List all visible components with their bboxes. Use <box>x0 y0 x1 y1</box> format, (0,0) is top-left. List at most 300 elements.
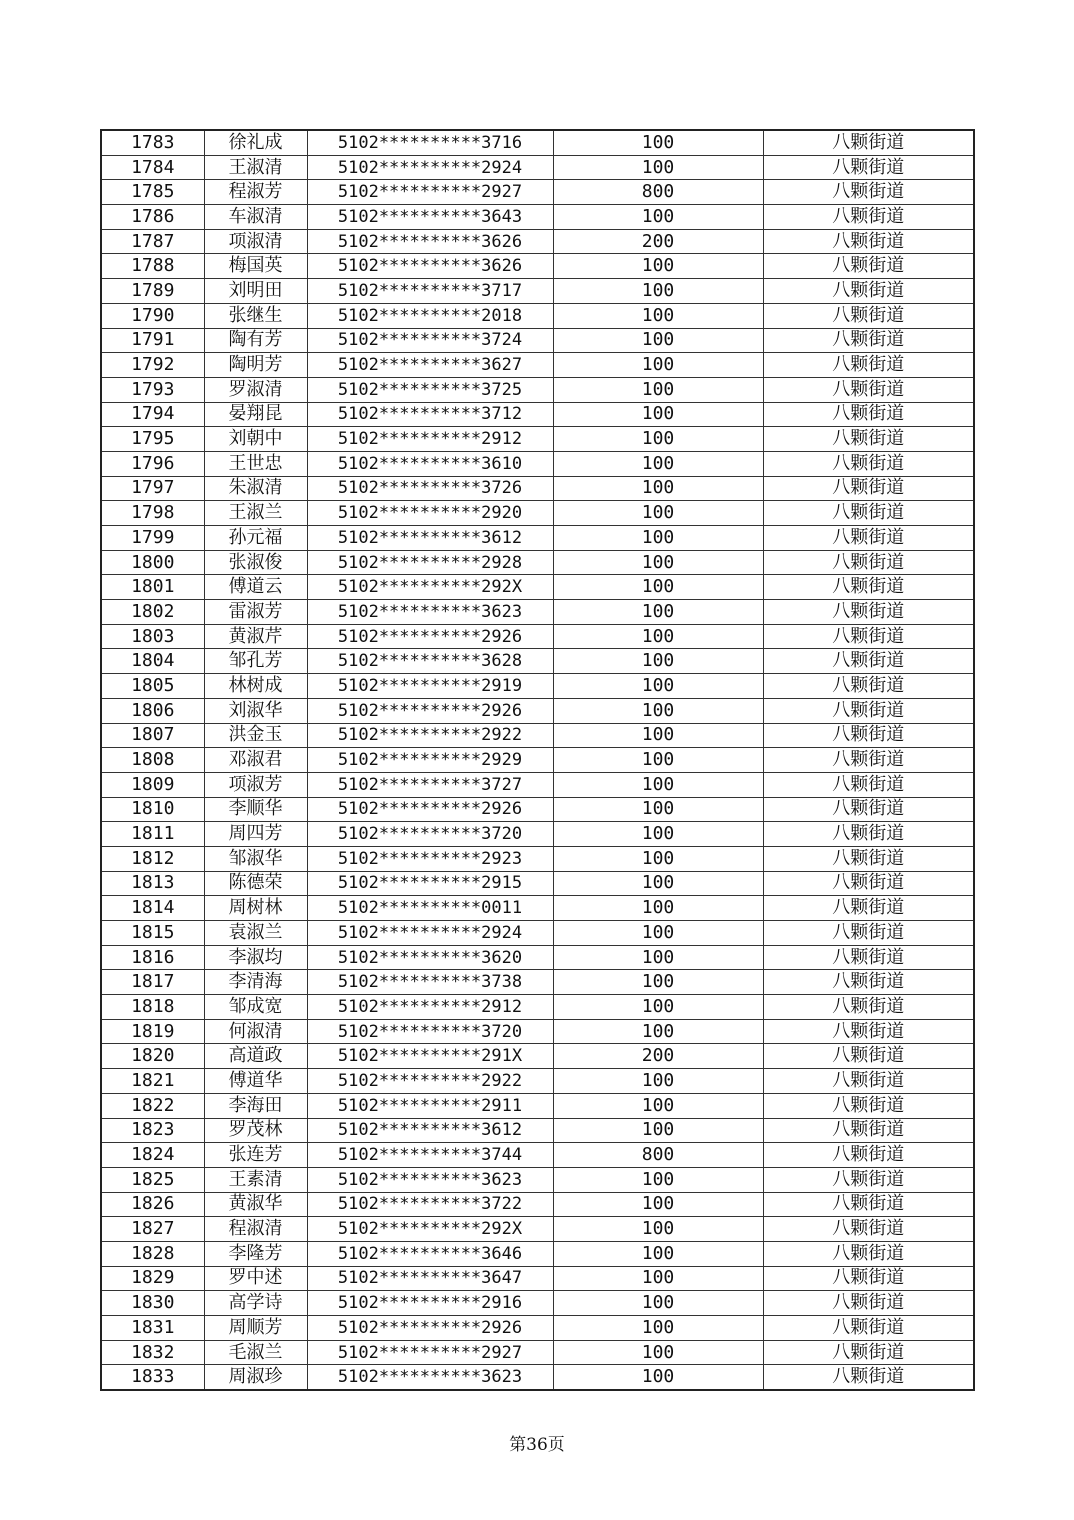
street-cell: 八颗街道 <box>763 328 974 353</box>
amount-cell: 100 <box>553 205 763 230</box>
street-cell: 八颗街道 <box>763 575 974 600</box>
street-cell: 八颗街道 <box>763 451 974 476</box>
id-number-cell: 5102**********3627 <box>307 353 553 378</box>
id-number-cell: 5102**********2926 <box>307 797 553 822</box>
row-number-cell: 1807 <box>101 723 204 748</box>
row-number-cell: 1802 <box>101 600 204 625</box>
table-row <box>101 1143 974 1168</box>
id-number-cell: 5102**********2018 <box>307 303 553 328</box>
amount-cell: 100 <box>553 1019 763 1044</box>
name-cell: 车淑清 <box>204 205 307 230</box>
row-number-cell: 1787 <box>101 229 204 254</box>
street-cell: 八颗街道 <box>763 205 974 230</box>
table-row <box>101 476 974 501</box>
name-cell: 陶明芳 <box>204 353 307 378</box>
name-cell: 邹孔芳 <box>204 649 307 674</box>
street-cell: 八颗街道 <box>763 254 974 279</box>
name-cell: 李顺华 <box>204 797 307 822</box>
row-number-cell: 1793 <box>101 377 204 402</box>
name-cell: 刘淑华 <box>204 698 307 723</box>
street-cell: 八颗街道 <box>763 1167 974 1192</box>
table-row <box>101 377 974 402</box>
amount-cell: 100 <box>553 822 763 847</box>
street-cell: 八颗街道 <box>763 1118 974 1143</box>
table-row <box>101 353 974 378</box>
amount-cell: 100 <box>553 698 763 723</box>
name-cell: 邓淑君 <box>204 748 307 773</box>
street-cell: 八颗街道 <box>763 1192 974 1217</box>
amount-cell: 100 <box>553 353 763 378</box>
name-cell: 傅道华 <box>204 1069 307 1094</box>
id-number-cell: 5102**********3612 <box>307 526 553 551</box>
row-number-cell: 1788 <box>101 254 204 279</box>
name-cell: 孙元福 <box>204 526 307 551</box>
row-number-cell: 1813 <box>101 871 204 896</box>
table-row <box>101 427 974 452</box>
street-cell: 八颗街道 <box>763 1291 974 1316</box>
row-number-cell: 1809 <box>101 772 204 797</box>
row-number-cell: 1810 <box>101 797 204 822</box>
name-cell: 李淑均 <box>204 945 307 970</box>
row-number-cell: 1791 <box>101 328 204 353</box>
row-number-cell: 1784 <box>101 155 204 180</box>
street-cell: 八颗街道 <box>763 772 974 797</box>
table-row <box>101 1044 974 1069</box>
name-cell: 张连芳 <box>204 1143 307 1168</box>
table-row <box>101 501 974 526</box>
name-cell: 程淑清 <box>204 1217 307 1242</box>
amount-cell: 100 <box>553 402 763 427</box>
table-row <box>101 1118 974 1143</box>
id-number-cell: 5102**********0011 <box>307 896 553 921</box>
row-number-cell: 1786 <box>101 205 204 230</box>
street-cell: 八颗街道 <box>763 402 974 427</box>
name-cell: 高道政 <box>204 1044 307 1069</box>
page-number: 第36页 <box>509 1435 565 1455</box>
table-row <box>101 1093 974 1118</box>
name-cell: 袁淑兰 <box>204 921 307 946</box>
amount-cell: 100 <box>553 303 763 328</box>
id-number-cell: 5102**********291X <box>307 1044 553 1069</box>
row-number-cell: 1806 <box>101 698 204 723</box>
table-row <box>101 674 974 699</box>
name-cell: 洪金玉 <box>204 723 307 748</box>
row-number-cell: 1827 <box>101 1217 204 1242</box>
id-number-cell: 5102**********3612 <box>307 1118 553 1143</box>
amount-cell: 100 <box>553 1192 763 1217</box>
amount-cell: 100 <box>553 871 763 896</box>
row-number-cell: 1805 <box>101 674 204 699</box>
name-cell: 李隆芳 <box>204 1241 307 1266</box>
amount-cell: 100 <box>553 797 763 822</box>
name-cell: 黄淑芹 <box>204 624 307 649</box>
id-number-cell: 5102**********3724 <box>307 328 553 353</box>
name-cell: 黄淑华 <box>204 1192 307 1217</box>
table-row <box>101 229 974 254</box>
row-number-cell: 1828 <box>101 1241 204 1266</box>
table-row <box>101 130 974 155</box>
table-row <box>101 254 974 279</box>
amount-cell: 100 <box>553 155 763 180</box>
id-number-cell: 5102**********3623 <box>307 600 553 625</box>
street-cell: 八颗街道 <box>763 995 974 1020</box>
street-cell: 八颗街道 <box>763 1340 974 1365</box>
id-number-cell: 5102**********2915 <box>307 871 553 896</box>
table-row <box>101 649 974 674</box>
name-cell: 王淑清 <box>204 155 307 180</box>
table-row <box>101 698 974 723</box>
row-number-cell: 1795 <box>101 427 204 452</box>
table-row <box>101 921 974 946</box>
amount-cell: 100 <box>553 1340 763 1365</box>
street-cell: 八颗街道 <box>763 921 974 946</box>
amount-cell: 100 <box>553 624 763 649</box>
name-cell: 李清海 <box>204 970 307 995</box>
row-number-cell: 1812 <box>101 846 204 871</box>
id-number-cell: 5102**********2922 <box>307 1069 553 1094</box>
table-row <box>101 1316 974 1341</box>
id-number-cell: 5102**********292X <box>307 575 553 600</box>
name-cell: 程淑芳 <box>204 180 307 205</box>
amount-cell: 100 <box>553 501 763 526</box>
amount-cell: 100 <box>553 550 763 575</box>
name-cell: 李海田 <box>204 1093 307 1118</box>
id-number-cell: 5102**********3646 <box>307 1241 553 1266</box>
id-number-cell: 5102**********2911 <box>307 1093 553 1118</box>
street-cell: 八颗街道 <box>763 1241 974 1266</box>
id-number-cell: 5102**********292X <box>307 1217 553 1242</box>
name-cell: 林树成 <box>204 674 307 699</box>
name-cell: 张淑俊 <box>204 550 307 575</box>
row-number-cell: 1799 <box>101 526 204 551</box>
name-cell: 傅道云 <box>204 575 307 600</box>
table-row <box>101 155 974 180</box>
name-cell: 张继生 <box>204 303 307 328</box>
name-cell: 王素清 <box>204 1167 307 1192</box>
table-row <box>101 1069 974 1094</box>
id-number-cell: 5102**********2924 <box>307 155 553 180</box>
amount-cell: 100 <box>553 1365 763 1390</box>
table-row <box>101 1241 974 1266</box>
id-number-cell: 5102**********2912 <box>307 995 553 1020</box>
row-number-cell: 1815 <box>101 921 204 946</box>
name-cell: 王世忠 <box>204 451 307 476</box>
id-number-cell: 5102**********2923 <box>307 846 553 871</box>
row-number-cell: 1826 <box>101 1192 204 1217</box>
id-number-cell: 5102**********2916 <box>307 1291 553 1316</box>
name-cell: 刘朝中 <box>204 427 307 452</box>
row-number-cell: 1804 <box>101 649 204 674</box>
amount-cell: 100 <box>553 254 763 279</box>
amount-cell: 100 <box>553 748 763 773</box>
name-cell: 周淑珍 <box>204 1365 307 1390</box>
table-row <box>101 1266 974 1291</box>
amount-cell: 100 <box>553 674 763 699</box>
id-number-cell: 5102**********2920 <box>307 501 553 526</box>
row-number-cell: 1796 <box>101 451 204 476</box>
street-cell: 八颗街道 <box>763 303 974 328</box>
street-cell: 八颗街道 <box>763 130 974 155</box>
amount-cell: 100 <box>553 649 763 674</box>
street-cell: 八颗街道 <box>763 748 974 773</box>
amount-cell: 100 <box>553 1316 763 1341</box>
name-cell: 晏翔昆 <box>204 402 307 427</box>
id-number-cell: 5102**********2919 <box>307 674 553 699</box>
id-number-cell: 5102**********3727 <box>307 772 553 797</box>
row-number-cell: 1821 <box>101 1069 204 1094</box>
amount-cell: 100 <box>553 130 763 155</box>
id-number-cell: 5102**********3647 <box>307 1266 553 1291</box>
row-number-cell: 1808 <box>101 748 204 773</box>
amount-cell: 100 <box>553 1217 763 1242</box>
street-cell: 八颗街道 <box>763 624 974 649</box>
row-number-cell: 1785 <box>101 180 204 205</box>
amount-cell: 800 <box>553 1143 763 1168</box>
id-number-cell: 5102**********2926 <box>307 1316 553 1341</box>
name-cell: 邹淑华 <box>204 846 307 871</box>
amount-cell: 100 <box>553 328 763 353</box>
street-cell: 八颗街道 <box>763 155 974 180</box>
id-number-cell: 5102**********3716 <box>307 130 553 155</box>
amount-cell: 100 <box>553 1167 763 1192</box>
table-row <box>101 1192 974 1217</box>
row-number-cell: 1822 <box>101 1093 204 1118</box>
id-number-cell: 5102**********3628 <box>307 649 553 674</box>
table-row <box>101 772 974 797</box>
table-row <box>101 451 974 476</box>
row-number-cell: 1811 <box>101 822 204 847</box>
table-row <box>101 797 974 822</box>
table-row <box>101 1365 974 1390</box>
row-number-cell: 1801 <box>101 575 204 600</box>
amount-cell: 100 <box>553 600 763 625</box>
street-cell: 八颗街道 <box>763 797 974 822</box>
amount-cell: 200 <box>553 1044 763 1069</box>
row-number-cell: 1820 <box>101 1044 204 1069</box>
table-row <box>101 575 974 600</box>
table-row <box>101 550 974 575</box>
amount-cell: 100 <box>553 723 763 748</box>
name-cell: 周树林 <box>204 896 307 921</box>
id-number-cell: 5102**********3744 <box>307 1143 553 1168</box>
street-cell: 八颗街道 <box>763 945 974 970</box>
id-number-cell: 5102**********2927 <box>307 180 553 205</box>
row-number-cell: 1803 <box>101 624 204 649</box>
name-cell: 罗中述 <box>204 1266 307 1291</box>
street-cell: 八颗街道 <box>763 1217 974 1242</box>
street-cell: 八颗街道 <box>763 377 974 402</box>
row-number-cell: 1792 <box>101 353 204 378</box>
amount-cell: 100 <box>553 377 763 402</box>
street-cell: 八颗街道 <box>763 180 974 205</box>
table-row <box>101 1217 974 1242</box>
id-number-cell: 5102**********2927 <box>307 1340 553 1365</box>
name-cell: 刘明田 <box>204 279 307 304</box>
amount-cell: 100 <box>553 1266 763 1291</box>
name-cell: 朱淑清 <box>204 476 307 501</box>
street-cell: 八颗街道 <box>763 1093 974 1118</box>
row-number-cell: 1832 <box>101 1340 204 1365</box>
street-cell: 八颗街道 <box>763 476 974 501</box>
name-cell: 何淑清 <box>204 1019 307 1044</box>
row-number-cell: 1829 <box>101 1266 204 1291</box>
street-cell: 八颗街道 <box>763 1316 974 1341</box>
row-number-cell: 1790 <box>101 303 204 328</box>
id-number-cell: 5102**********3626 <box>307 254 553 279</box>
id-number-cell: 5102**********2924 <box>307 921 553 946</box>
row-number-cell: 1824 <box>101 1143 204 1168</box>
amount-cell: 100 <box>553 846 763 871</box>
street-cell: 八颗街道 <box>763 1266 974 1291</box>
id-number-cell: 5102**********3643 <box>307 205 553 230</box>
street-cell: 八颗街道 <box>763 279 974 304</box>
amount-cell: 100 <box>553 1093 763 1118</box>
street-cell: 八颗街道 <box>763 1143 974 1168</box>
amount-cell: 100 <box>553 921 763 946</box>
street-cell: 八颗街道 <box>763 229 974 254</box>
id-number-cell: 5102**********3610 <box>307 451 553 476</box>
amount-cell: 100 <box>553 995 763 1020</box>
table-row <box>101 970 974 995</box>
name-cell: 雷淑芳 <box>204 600 307 625</box>
name-cell: 周四芳 <box>204 822 307 847</box>
row-number-cell: 1819 <box>101 1019 204 1044</box>
id-number-cell: 5102**********2922 <box>307 723 553 748</box>
street-cell: 八颗街道 <box>763 822 974 847</box>
record-table-body <box>101 130 974 1390</box>
name-cell: 罗茂林 <box>204 1118 307 1143</box>
id-number-cell: 5102**********2926 <box>307 698 553 723</box>
table-row <box>101 871 974 896</box>
name-cell: 毛淑兰 <box>204 1340 307 1365</box>
row-number-cell: 1818 <box>101 995 204 1020</box>
street-cell: 八颗街道 <box>763 674 974 699</box>
name-cell: 邹成宽 <box>204 995 307 1020</box>
id-number-cell: 5102**********3626 <box>307 229 553 254</box>
table-row <box>101 1291 974 1316</box>
id-number-cell: 5102**********2912 <box>307 427 553 452</box>
amount-cell: 100 <box>553 575 763 600</box>
id-number-cell: 5102**********2928 <box>307 550 553 575</box>
table-row <box>101 624 974 649</box>
table-row <box>101 402 974 427</box>
amount-cell: 100 <box>553 1069 763 1094</box>
amount-cell: 100 <box>553 896 763 921</box>
table-row <box>101 526 974 551</box>
name-cell: 项淑清 <box>204 229 307 254</box>
table-row <box>101 723 974 748</box>
row-number-cell: 1783 <box>101 130 204 155</box>
name-cell: 陶有芳 <box>204 328 307 353</box>
id-number-cell: 5102**********3720 <box>307 822 553 847</box>
street-cell: 八颗街道 <box>763 1365 974 1390</box>
row-number-cell: 1816 <box>101 945 204 970</box>
table-row <box>101 279 974 304</box>
row-number-cell: 1798 <box>101 501 204 526</box>
id-number-cell: 5102**********3720 <box>307 1019 553 1044</box>
row-number-cell: 1831 <box>101 1316 204 1341</box>
record-table <box>100 129 975 1391</box>
row-number-cell: 1797 <box>101 476 204 501</box>
street-cell: 八颗街道 <box>763 649 974 674</box>
street-cell: 八颗街道 <box>763 526 974 551</box>
street-cell: 八颗街道 <box>763 600 974 625</box>
amount-cell: 100 <box>553 1241 763 1266</box>
amount-cell: 800 <box>553 180 763 205</box>
table-row <box>101 995 974 1020</box>
row-number-cell: 1833 <box>101 1365 204 1390</box>
table-row <box>101 180 974 205</box>
street-cell: 八颗街道 <box>763 501 974 526</box>
table-row <box>101 846 974 871</box>
id-number-cell: 5102**********3623 <box>307 1167 553 1192</box>
table-row <box>101 303 974 328</box>
table-row <box>101 328 974 353</box>
id-number-cell: 5102**********3717 <box>307 279 553 304</box>
street-cell: 八颗街道 <box>763 1044 974 1069</box>
street-cell: 八颗街道 <box>763 550 974 575</box>
row-number-cell: 1794 <box>101 402 204 427</box>
street-cell: 八颗街道 <box>763 698 974 723</box>
table-row <box>101 1019 974 1044</box>
table-row <box>101 896 974 921</box>
row-number-cell: 1789 <box>101 279 204 304</box>
row-number-cell: 1817 <box>101 970 204 995</box>
street-cell: 八颗街道 <box>763 896 974 921</box>
name-cell: 高学诗 <box>204 1291 307 1316</box>
id-number-cell: 5102**********3722 <box>307 1192 553 1217</box>
id-number-cell: 5102**********3725 <box>307 377 553 402</box>
table-row <box>101 1340 974 1365</box>
id-number-cell: 5102**********3620 <box>307 945 553 970</box>
amount-cell: 100 <box>553 476 763 501</box>
row-number-cell: 1814 <box>101 896 204 921</box>
amount-cell: 100 <box>553 945 763 970</box>
name-cell: 徐礼成 <box>204 130 307 155</box>
row-number-cell: 1823 <box>101 1118 204 1143</box>
street-cell: 八颗街道 <box>763 1069 974 1094</box>
row-number-cell: 1800 <box>101 550 204 575</box>
table-row <box>101 1167 974 1192</box>
amount-cell: 100 <box>553 1118 763 1143</box>
street-cell: 八颗街道 <box>763 353 974 378</box>
row-number-cell: 1825 <box>101 1167 204 1192</box>
table-row <box>101 205 974 230</box>
name-cell: 梅国英 <box>204 254 307 279</box>
amount-cell: 100 <box>553 970 763 995</box>
amount-cell: 100 <box>553 451 763 476</box>
id-number-cell: 5102**********3712 <box>307 402 553 427</box>
amount-cell: 100 <box>553 772 763 797</box>
id-number-cell: 5102**********2926 <box>307 624 553 649</box>
amount-cell: 100 <box>553 279 763 304</box>
id-number-cell: 5102**********3623 <box>307 1365 553 1390</box>
row-number-cell: 1830 <box>101 1291 204 1316</box>
street-cell: 八颗街道 <box>763 846 974 871</box>
id-number-cell: 5102**********3726 <box>307 476 553 501</box>
amount-cell: 100 <box>553 427 763 452</box>
amount-cell: 100 <box>553 526 763 551</box>
name-cell: 陈德荣 <box>204 871 307 896</box>
table-row <box>101 945 974 970</box>
table-row <box>101 822 974 847</box>
street-cell: 八颗街道 <box>763 723 974 748</box>
name-cell: 周顺芳 <box>204 1316 307 1341</box>
name-cell: 王淑兰 <box>204 501 307 526</box>
id-number-cell: 5102**********3738 <box>307 970 553 995</box>
street-cell: 八颗街道 <box>763 1019 974 1044</box>
street-cell: 八颗街道 <box>763 427 974 452</box>
